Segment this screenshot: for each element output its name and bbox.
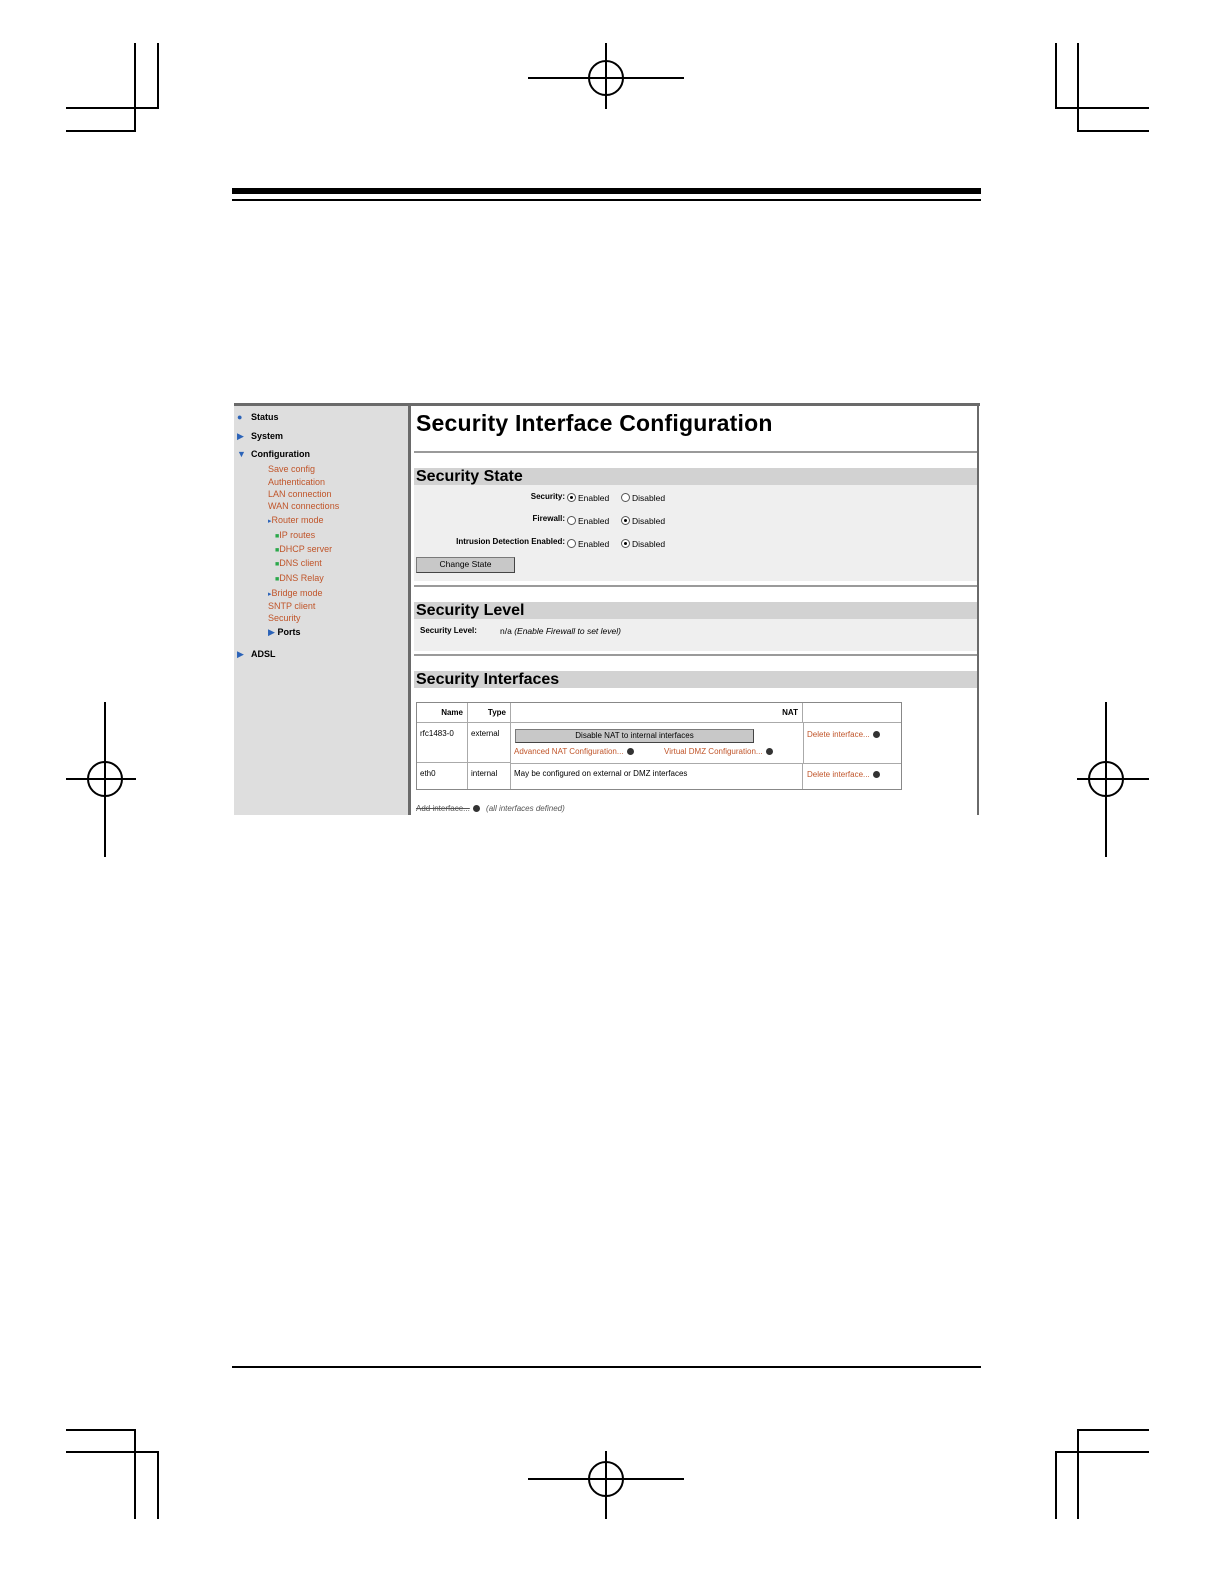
crop-mark <box>157 1451 159 1519</box>
firewall-enabled-radio[interactable] <box>567 516 609 526</box>
sidebar-item-configuration[interactable] <box>237 449 310 459</box>
bullet-icon: ● <box>237 412 243 422</box>
security-level-value <box>500 626 621 636</box>
crop-mark <box>134 1429 136 1519</box>
sidebar-item-dhcp-server[interactable] <box>275 544 332 554</box>
security-disabled-radio[interactable] <box>621 493 665 503</box>
crop-mark <box>1077 130 1149 132</box>
sidebar-item-label: Status <box>251 412 279 422</box>
radio-label: Enabled <box>578 516 610 526</box>
link-label: Delete interface... <box>807 770 870 779</box>
link-label: Delete interface... <box>807 730 870 739</box>
section-header-security-level <box>414 602 977 619</box>
sidebar-item-system[interactable] <box>237 431 283 442</box>
info-icon <box>473 805 480 812</box>
registration-mark <box>588 1461 624 1497</box>
info-icon <box>873 731 880 738</box>
footer-rule <box>232 1366 981 1368</box>
link-label: Virtual DMZ Configuration... <box>664 747 763 756</box>
radio-label: Enabled <box>578 493 610 503</box>
sidebar <box>234 406 408 815</box>
bullet-icon: ■ <box>275 547 280 554</box>
column-header-name: Name <box>417 703 468 723</box>
add-interface-link[interactable]: Add interface... <box>416 804 470 813</box>
bullet-icon: ■ <box>275 561 280 568</box>
divider <box>414 451 977 453</box>
sidebar-item-label: System <box>251 431 284 441</box>
intrusion-disabled-radio[interactable] <box>621 539 665 549</box>
table-row-type: internal <box>468 763 511 789</box>
delete-interface-link[interactable] <box>807 730 880 739</box>
crop-mark <box>1055 1451 1149 1453</box>
sidebar-item-label: Bridge mode <box>271 588 323 598</box>
sidebar-item-dns-relay[interactable] <box>275 573 324 583</box>
sidebar-item-label: DNS client <box>279 558 322 568</box>
security-level-note: (Enable Firewall to set level) <box>514 626 621 636</box>
divider <box>414 585 977 587</box>
sidebar-item-ports[interactable] <box>268 627 300 638</box>
sidebar-item-dns-client[interactable] <box>275 558 322 568</box>
add-interface-row <box>416 804 565 813</box>
main-content <box>414 406 977 815</box>
sidebar-item-status[interactable] <box>237 412 279 422</box>
crop-mark <box>1077 1429 1079 1519</box>
section-title: Security State <box>416 468 523 485</box>
sidebar-item-sntp-client[interactable]: SNTP client <box>268 601 316 611</box>
sidebar-item-adsl[interactable] <box>237 649 276 660</box>
sidebar-item-bridge-mode[interactable] <box>268 588 323 598</box>
advanced-nat-link[interactable] <box>514 747 634 756</box>
section-title: Security Level <box>416 602 525 619</box>
crop-mark <box>1055 43 1057 109</box>
bullet-icon: ■ <box>275 533 280 540</box>
frame-right <box>977 406 979 815</box>
crop-mark <box>157 43 159 109</box>
crop-mark <box>66 1429 136 1431</box>
radio-unchecked-icon <box>567 539 576 548</box>
radio-label: Disabled <box>632 493 666 503</box>
bullet-icon: ■ <box>275 576 280 583</box>
column-header-type: Type <box>468 703 511 723</box>
change-state-button[interactable]: Change State <box>416 557 515 573</box>
sidebar-item-security[interactable]: Security <box>268 613 301 623</box>
sidebar-item-label: IP routes <box>279 530 316 540</box>
sidebar-item-wan-connections[interactable]: WAN connections <box>268 501 340 511</box>
disable-nat-button[interactable]: Disable NAT to internal interfaces <box>515 729 754 743</box>
table-row-type: external <box>468 723 511 763</box>
column-header-nat: NAT <box>511 703 803 723</box>
arrow-right-icon: ▶ <box>268 627 275 637</box>
crop-mark <box>66 107 158 109</box>
security-enabled-radio[interactable] <box>567 493 609 503</box>
crop-mark <box>1055 1451 1057 1519</box>
sidebar-item-label: Router mode <box>271 515 324 525</box>
sidebar-item-label: DNS Relay <box>279 573 324 583</box>
section-header-security-interfaces <box>414 671 977 688</box>
sidebar-item-ip-routes[interactable] <box>275 530 315 540</box>
sidebar-divider <box>408 406 411 815</box>
arrow-right-icon: ▶ <box>237 431 244 441</box>
crop-mark <box>1077 1429 1149 1431</box>
crop-mark <box>1055 107 1149 109</box>
delete-interface-link[interactable] <box>807 770 880 779</box>
sidebar-item-label: Configuration <box>251 449 310 459</box>
expand-icon: ▸ <box>268 591 272 598</box>
registration-mark <box>1088 761 1124 797</box>
crop-mark <box>134 43 136 132</box>
radio-checked-icon <box>621 539 630 548</box>
security-level-na: n/a <box>500 626 512 636</box>
info-icon <box>873 771 880 778</box>
column-header-actions <box>803 703 901 723</box>
expand-icon: ▸ <box>268 518 272 525</box>
sidebar-item-label: Ports <box>277 627 301 637</box>
virtual-dmz-link[interactable] <box>664 747 773 756</box>
security-level-body <box>414 619 977 651</box>
router-config-screenshot <box>234 403 980 815</box>
sidebar-item-label: ADSL <box>251 649 276 659</box>
sidebar-item-router-mode[interactable] <box>268 515 324 525</box>
radio-unchecked-icon <box>567 516 576 525</box>
radio-unchecked-icon <box>621 493 630 502</box>
arrow-right-icon: ▶ <box>237 649 244 659</box>
header-rule <box>232 188 981 194</box>
intrusion-detection-label: Intrusion Detection Enabled: <box>456 537 565 546</box>
table-row-name: eth0 <box>417 763 468 789</box>
link-label: Advanced NAT Configuration... <box>514 747 624 756</box>
sidebar-item-lan-connection[interactable]: LAN connection <box>268 489 332 499</box>
sidebar-item-authentication[interactable]: Authentication <box>268 477 326 487</box>
registration-mark <box>87 761 123 797</box>
radio-checked-icon <box>567 493 576 502</box>
add-interface-note: (all interfaces defined) <box>486 804 565 813</box>
arrow-down-icon: ▼ <box>237 449 246 459</box>
divider <box>414 654 977 656</box>
firewall-disabled-radio[interactable] <box>621 516 665 526</box>
registration-mark <box>588 60 624 96</box>
intrusion-enabled-radio[interactable] <box>567 539 609 549</box>
table-row-name: rfc1483-0 <box>417 723 468 763</box>
radio-checked-icon <box>621 516 630 525</box>
radio-label: Disabled <box>632 539 666 549</box>
interfaces-table <box>416 702 902 790</box>
crop-mark <box>1077 43 1079 132</box>
section-title: Security Interfaces <box>416 671 560 688</box>
radio-label: Disabled <box>632 516 666 526</box>
security-label: Security: <box>530 492 565 501</box>
crop-mark <box>66 1451 158 1453</box>
radio-label: Enabled <box>578 539 610 549</box>
info-icon <box>627 748 634 755</box>
sidebar-item-label: DHCP server <box>279 544 333 554</box>
section-header-security-state <box>414 468 977 485</box>
page-title: Security Interface Configuration <box>416 410 773 436</box>
firewall-label: Firewall: <box>532 514 565 523</box>
table-row-nat: May be configured on external or DMZ interfaces <box>511 763 803 789</box>
crop-mark <box>66 130 136 132</box>
security-level-label: Security Level: <box>420 626 477 635</box>
sidebar-item-save-config[interactable]: Save config <box>268 464 316 474</box>
info-icon <box>766 748 773 755</box>
header-rule <box>232 199 981 201</box>
